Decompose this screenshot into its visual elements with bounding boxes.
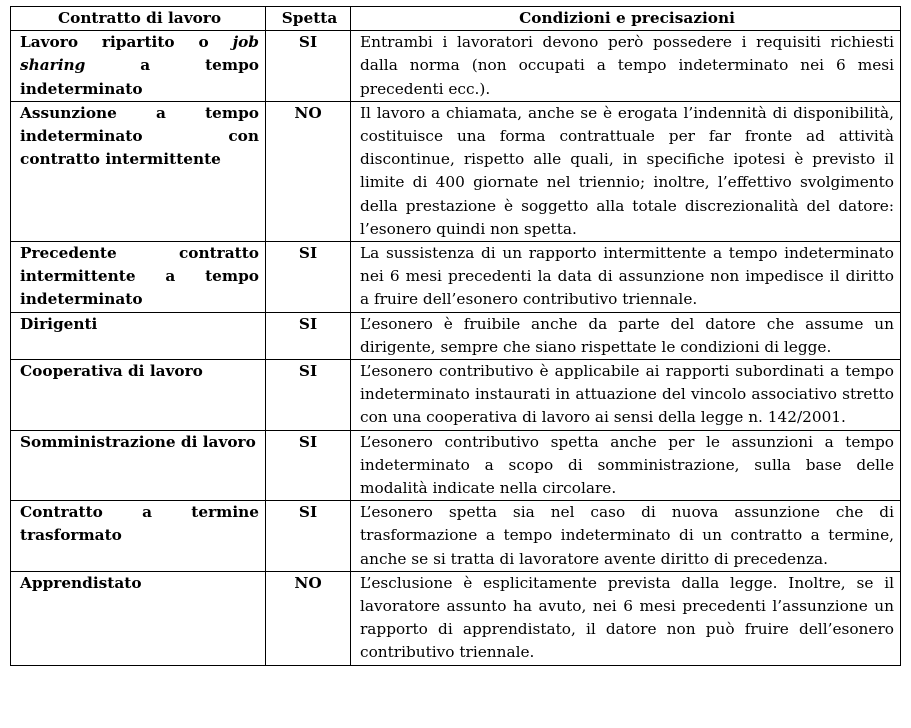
contract-text: Lavoro ripartito o [20,33,209,52]
contract-cell: Contratto a termine trasformato [11,501,266,572]
contract-cell: Precedente contratto intermittente a tempo indeterminato [11,242,266,313]
conditions-cell: L’esonero spetta sia nel caso di nuova assunzione che di trasformazione a tempo indeterminato di un contratto a termine, anche se si tratta di lavoratore avente diritto di precedenza. [351,501,901,572]
document-page [10,6,901,666]
conditions-cell: L’esclusione è esplicitamente prevista dalla legge. Inoltre, se il lavoratore assunto ha avuto, nei 6 mesi precedenti l’assunzione un rapporto di apprendistato, il datore non può fruire dell’esonero contributivo triennale. [351,571,901,665]
table-row [11,312,901,359]
table-row [11,242,901,313]
contract-cell [11,31,266,102]
contract-cell: Apprendistato [11,571,266,665]
spetta-cell: SI [266,360,351,431]
spetta-cell: NO [266,101,351,241]
contract-cell: Somministrazione di lavoro [11,430,266,501]
table-row [11,31,901,102]
spetta-cell: NO [266,571,351,665]
spetta-cell: SI [266,501,351,572]
conditions-cell: La sussistenza di un rapporto intermittente a tempo indeterminato nei 6 mesi precedenti la data di assunzione non impedisce il diritto a fruire dell’esonero contributivo triennale. [351,242,901,313]
spetta-cell: SI [266,312,351,359]
table-row [11,501,901,572]
table-row [11,571,901,665]
header-conditions: Condizioni e precisazioni [351,7,901,31]
contract-cell: Assunzione a tempo indeterminato con contratto intermittente [11,101,266,241]
contract-cell: Dirigenti [11,312,266,359]
contract-table [10,6,901,666]
spetta-cell: SI [266,31,351,102]
table-row [11,360,901,431]
contract-text-italic: job sharing [20,33,259,75]
table-header-row [11,7,901,31]
header-contract: Contratto di lavoro [11,7,266,31]
header-spetta: Spetta [266,7,351,31]
spetta-cell: SI [266,242,351,313]
spetta-cell: SI [266,430,351,501]
contract-cell: Cooperativa di lavoro [11,360,266,431]
table-row [11,101,901,241]
conditions-cell: L’esonero contributivo spetta anche per le assunzioni a tempo indeterminato a scopo di somministrazione, sulla base delle modalità indicate nella circolare. [351,430,901,501]
conditions-cell: Il lavoro a chiamata, anche se è erogata l’indennità di disponibilità, costituisce una forma contrattuale per far fronte ad attività discontinue, rispetto alle quali, in specifiche ipotesi è previsto il limite di 400 giornate nel triennio; inoltre, l’effettivo svolgimento della prestazione è soggetto alla totale discrezionalità del datore: l’esonero quindi non spetta. [351,101,901,241]
conditions-cell: Entrambi i lavoratori devono però possedere i requisiti richiesti dalla norma (non occupati a tempo indeterminato nei 6 mesi precedenti ecc.). [351,31,901,102]
contract-text: a tempo indeterminato [20,56,260,98]
conditions-cell: L’esonero è fruibile anche da parte del datore che assume un dirigente, sempre che siano rispettate le condizioni di legge. [351,312,901,359]
conditions-cell: L’esonero contributivo è applicabile ai rapporti subordinati a tempo indeterminato instaurati in attuazione del vincolo associativo stretto con una cooperativa di lavoro ai sensi della legge n. 142/2001. [351,360,901,431]
table-row [11,430,901,501]
